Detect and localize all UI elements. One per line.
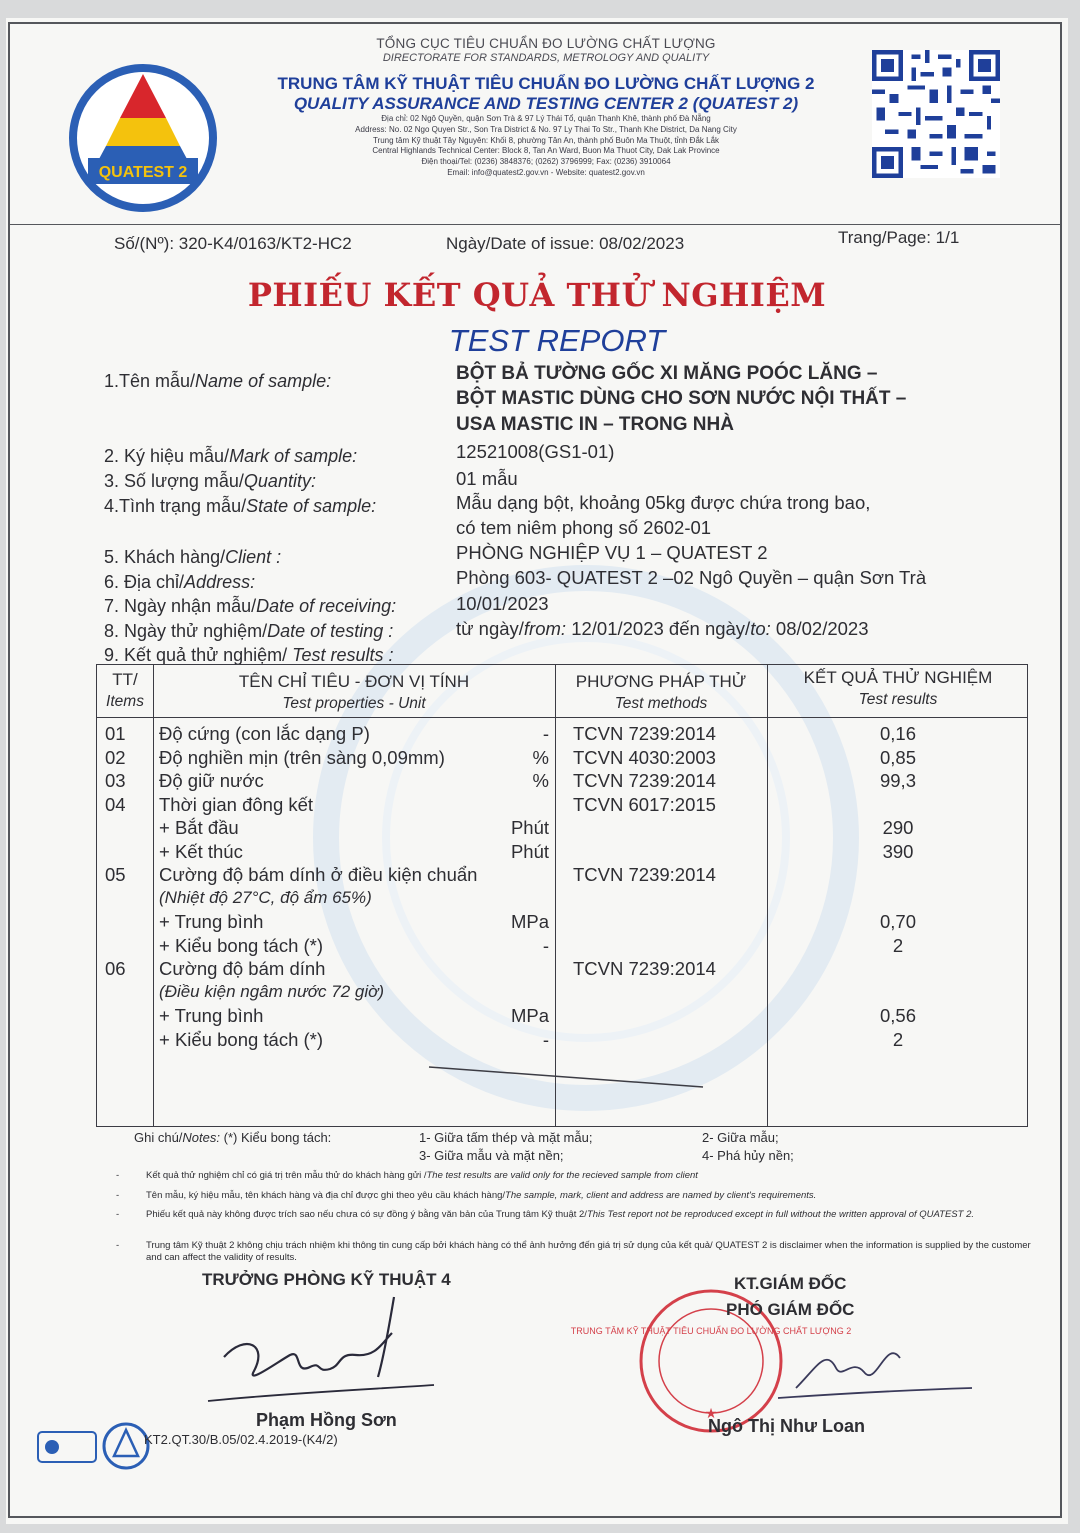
unit: - <box>542 723 549 744</box>
agency-en: DIRECTORATE FOR STANDARDS, METROLOGY AND QUALITY <box>382 52 710 64</box>
table-row <box>97 911 1027 935</box>
field-label-address: 6. Địa chỉ/Address: <box>104 572 256 592</box>
quantity-value: 01 mẫu <box>456 468 518 489</box>
test-property: + Trung bình <box>159 911 264 932</box>
field-label-sample-name: 1.Tên mẫu/Name of sample: <box>104 371 332 391</box>
sample-name-line-3: USA MASTIC IN – TRONG NHÀ <box>456 414 734 435</box>
document-number: Số/(Nº): 320-K4/0163/KT2-HC2 <box>114 234 352 253</box>
right-signatory-title-2: PHÓ GIÁM ĐỐC <box>726 1300 855 1319</box>
item-number: 01 <box>105 723 126 744</box>
notes-intro: Ghi chú/Notes: (*) Kiểu bong tách: <box>134 1130 332 1145</box>
item-number: 05 <box>105 864 126 885</box>
right-signatory-name: Ngô Thị Như Loan <box>708 1416 866 1436</box>
table-row <box>97 841 1027 865</box>
header-test-methods: PHƯƠNG PHÁP THỬ Test methods <box>575 672 747 712</box>
phone-fax: Điện thoại/Tel: (0236) 3848376; (0262) 3796999; Fax: (0236) 3910064 <box>421 157 671 167</box>
agency-vi: TỔNG CỤC TIÊU CHUẨN ĐO LƯỜNG CHẤT LƯỢNG <box>376 36 716 51</box>
note-3: 3- Giữa mẫu và mặt nền; <box>419 1148 564 1163</box>
field-label-date-receiving: 7. Ngày nhận mẫu/Date of receiving: <box>104 596 397 616</box>
test-property: Độ nghiền mịn (trên sàng 0,09mm) <box>159 746 445 768</box>
test-report-page: QUATEST 2 TỔNG CỤC TIÊU CHUẨN ĐO LƯỜNG CHẤT LƯỢNG DIRECTORATE FOR STANDARDS, METROLOGY AND QUALITY TRUNG TÂM KỸ THUẬT TIÊU CHUẨN ĐO LƯỜNG CHẤT LƯỢNG 2 QUALITY ASSURANCE AND TESTING CENTER 2 (QUATEST 2) Địa chỉ: 02 Ngô Quyền, quận Sơn Trà & 97 Lý Thái Tổ, quận Thanh Khê, thành phố Đà Nẵng Address: No. 02 Ngo Quyen Str., Son Tra District & No. 97 Ly Thai To Str., Thanh Khe District, Da Nang City Trung tâm Kỹ thuật Tây Nguyên: Khối 8, phường Tân An, thành phố Buôn Ma Thuột, tỉnh Đắk Lắk Central Highlands Technical Center: Block 8, Tan An Ward, Buon Ma Thuot City, Dak Lak Province Điện thoại/Tel: (0236) 3848376; (0262) 3796999; Fax: (0236) 3910064 Email: info@quatest2.gov.vn - Website: quatest2.gov.vn Số/(Nº): 320-K4/0163/KT2-HC2 Ngày/Date of issue: 08/02/2023 Trang/Page: 1/1 PHIẾU KẾT QUẢ THỬ NGHIỆM TEST REPORT 1.Tên mẫu/Name of sample: 2. Ký hiệu mẫu/Mark of sample: 3. Số lượng mẫu/Quantity: 4.Tình trạng mẫu/State of sample: 5. Khách hàng/Client : 6. Địa chỉ/Address: 7. Ngày nhận mẫu/Date of receiving: 8. Ngày thử nghiệm/Date of testing : 9. Kết quả thử nghiệm/ Test results : BỘT BẢ TƯỜNG GỐC XI MĂNG POÓC LĂNG – BỘT MASTIC DÙNG CHO SƠN NƯỚC NỘI THẤT – USA MASTIC IN – TRONG NHÀ 12521008(GS1-01) 01 mẫu Mẫu dạng bột, khoảng 05kg được chứa trong bao, có tem niêm phong số 2602-01 PHÒNG NGHIỆP VỤ 1 – QUATEST 2 Phòng 603- QUATEST 2 –02 Ngô Quyền – quận Sơn Trà 10/01/2023 từ ngày/from: 12/01/2023 đến ngày/to: 08/02/2023 TT/ Items TÊN CHỈ TIÊU - ĐƠN VỊ TÍNH Test properties - Unit PHƯƠNG PHÁP THỬ Test methods KẾT QUẢ THỬ NGHIỆM Test results 01 Độ cứng (con lắc dạng P) - TCVN 7239:2014 0,16 02 Độ nghiền mịn (trên sàng 0,09mm) % TCVN 4030:2003 0,85 03 Độ giữ nước % TCVN 7239:2014 99,3 04 Thời gian đông kết TCVN 6017:2015 + Bắt đầu Phút 290 + Kết thúc Phút 390 05 Cường độ bám dính ở điều kiện chuẩn TCVN 7239:2014 (Nhiệt độ 27°C, độ ẩm 65%) + Trung bình MPa 0,70 + Kiểu bong tách (*) - 2 06 Cường độ bám dính TCVN 7239:2014 (Điều kiện ngâm nước 72 giờ) + Trung bình MPa 0,56 + Kiểu bong tách (*) - 2 Ghi chú/Notes: (*) Kiểu bong tách: 1- Giữa tấm thép và mặt mẫu; 2- Giữa mẫu; 3- Giữa mẫu và mặt nền; 4- Phá hủy nền; - Kết quả thử nghiệm chỉ có giá trị trên mẫu thử do khách hàng gửi /The test results are valid only for the recieved sample from client - Tên mẫu, ký hiệu mẫu, tên khách hàng và địa chỉ được ghi theo yêu cầu khách hàng/The sample, mark, client and address are named by client's requirements. - Phiếu kết quả này không được trích sao nếu chưa có sự đồng ý bằng văn bản của Trung tâm Kỹ thuật 2/This Test report not be reproduced except in full without the written approval of QUATEST 2. - Trung tâm Kỹ thuật 2 không chịu trách nhiệm khi thông tin cung cấp bởi khách hàng có thể ảnh hưởng đến giá trị sử dụng của kết quả/ QUATEST 2 is disclaimer when the information is supplied by the customer and can affect the validity of results. TRƯỞNG PHÒNG KỸ THUẬT 4 Phạm Hồng Sơn TRUNG TÂM KỸ THUẬT TIÊU CHUẨN ĐO LƯỜNG CHẤT LƯỢNG 2 ★ KT.GIÁM ĐỐC PHÓ GIÁM ĐỐC Ngô Thị Như Loan KT2.QT.30/B.05/02.4.2019-(K4/2) <box>6 18 1068 1524</box>
form-code: KT2.QT.30/B.05/02.4.2019-(K4/2) <box>144 1432 338 1447</box>
sample-name-line-1: BỘT BẢ TƯỜNG GỐC XI MĂNG POÓC LĂNG – <box>456 363 878 384</box>
note-2: 2- Giữa mẫu; <box>702 1130 779 1145</box>
unit: MPa <box>510 1005 549 1026</box>
accreditation-logos <box>36 1418 156 1474</box>
right-signatory-title-1: KT.GIÁM ĐỐC <box>734 1274 847 1293</box>
center-vi: TRUNG TÂM KỸ THUẬT TIÊU CHUẨN ĐO LƯỜNG CHẤT LƯỢNG 2 <box>277 74 815 93</box>
test-method: TCVN 4030:2003 <box>573 746 716 768</box>
test-result: 0,85 <box>879 746 916 768</box>
date-receiving-value: 10/01/2023 <box>456 593 549 614</box>
state-value-line-1: Mẫu dạng bột, khoảng 05kg được chứa trong bao, <box>456 492 871 513</box>
test-property: Cường độ bám dính ở điều kiện chuẩn <box>159 864 478 885</box>
test-method: TCVN 7239:2014 <box>573 770 716 791</box>
test-method: TCVN 7239:2014 <box>573 864 716 885</box>
test-result: 0,70 <box>879 911 916 932</box>
table-row <box>97 817 1027 841</box>
address-value: Phòng 603- QUATEST 2 –02 Ngô Quyền – quận Sơn Trà <box>456 567 927 588</box>
field-label-client: 5. Khách hàng/Client : <box>104 547 282 567</box>
test-property: Thời gian đông kết <box>159 793 314 815</box>
quatest2-logo <box>68 60 218 210</box>
test-result: 290 <box>882 817 914 838</box>
address-vi: Địa chỉ: 02 Ngô Quyền, quận Sơn Trà & 97 Lý Thái Tổ, quận Thanh Khê, thành phố Đà Nẵng <box>381 114 711 123</box>
item-number: 03 <box>105 770 126 791</box>
branch-vi: Trung tâm Kỹ thuật Tây Nguyên: Khối 8, phường Tân An, thành phố Buôn Ma Thuột, tỉnh Đắk Lắk <box>372 135 720 145</box>
address-en: Address: No. 02 Ngo Quyen Str., Son Tra District & No. 97 Ly Thai To Str., Thanh Khe District, Da Nang City <box>355 124 737 134</box>
test-property: (Nhiệt độ 27°C, độ ẩm 65%) <box>159 887 372 907</box>
item-number: 04 <box>105 793 126 815</box>
field-label-state: 4.Tình trạng mẫu/State of sample: <box>104 496 377 516</box>
unit: % <box>532 770 549 791</box>
test-property: + Kết thúc <box>159 840 243 862</box>
test-property: + Bắt đầu <box>159 817 239 838</box>
table-row <box>97 723 1027 747</box>
report-title-vi: PHIẾU KẾT QUẢ THỬ NGHIỆM <box>247 276 827 314</box>
field-label-results: 9. Kết quả thử nghiệm/ Test results : <box>104 645 394 665</box>
table-row <box>97 935 1027 959</box>
field-label-date-testing: 8. Ngày thử nghiệm/Date of testing : <box>104 621 394 641</box>
field-label-quantity: 3. Số lượng mẫu/Quantity: <box>104 471 316 491</box>
test-property: Độ giữ nước <box>159 770 264 791</box>
item-number: 06 <box>105 958 126 979</box>
test-method: TCVN 7239:2014 <box>573 958 716 979</box>
test-property: + Kiểu bong tách (*) <box>159 934 324 956</box>
field-label-mark: 2. Ký hiệu mẫu/Mark of sample: <box>104 446 358 466</box>
report-title-en: TEST REPORT <box>448 323 666 358</box>
table-row <box>97 770 1027 794</box>
handwritten-signature-right <box>776 1328 976 1408</box>
test-result: 390 <box>882 840 914 862</box>
table-row <box>97 747 1027 771</box>
stamp-star-icon: ★ <box>704 1405 718 1421</box>
issue-date: Ngày/Date of issue: 08/02/2023 <box>446 234 685 253</box>
test-property: (Điều kiện ngâm nước 72 giờ) <box>159 981 385 1001</box>
unit: Phút <box>510 817 549 838</box>
results-table <box>96 664 1028 1127</box>
date-testing-value: từ ngày/from: 12/01/2023 đến ngày/to: 08/02/2023 <box>456 618 869 639</box>
note-1: 1- Giữa tấm thép và mặt mẫu; <box>419 1130 593 1145</box>
sample-mark-value: 12521008(GS1-01) <box>456 441 615 462</box>
test-result: 99,3 <box>879 770 916 791</box>
header-items: TT/ Items <box>106 670 144 710</box>
table-row <box>97 982 1027 1006</box>
test-result: 0,56 <box>879 1005 916 1026</box>
center-en: QUALITY ASSURANCE AND TESTING CENTER 2 (QUATEST 2) <box>293 94 799 113</box>
header-row-divider <box>97 717 1027 718</box>
table-row <box>97 958 1027 982</box>
unit: Phút <box>510 840 549 862</box>
test-method: TCVN 7239:2014 <box>573 723 716 744</box>
test-property: Cường độ bám dính <box>159 958 326 979</box>
table-row <box>97 794 1027 818</box>
qr-code-icon <box>872 50 1000 178</box>
unit: - <box>542 1028 549 1050</box>
header-test-results: KẾT QUẢ THỬ NGHIỆM Test results <box>803 668 993 708</box>
test-result: 2 <box>892 1028 904 1050</box>
table-row <box>97 888 1027 912</box>
header-divider <box>8 224 1062 225</box>
handwritten-signature-left <box>206 1293 436 1403</box>
unit: MPa <box>510 911 549 932</box>
state-value-line-2: có tem niêm phong số 2602-01 <box>456 517 712 538</box>
email-website: Email: info@quatest2.gov.vn - Website: quatest2.gov.vn <box>447 167 645 177</box>
table-row <box>97 864 1027 888</box>
organization-header <box>226 36 866 179</box>
note-4: 4- Phá hủy nền; <box>702 1148 794 1163</box>
left-signatory-title: TRƯỞNG PHÒNG KỸ THUẬT 4 <box>202 1270 451 1289</box>
test-result: 0,16 <box>879 723 916 744</box>
sample-name-line-2: BỘT MASTIC DÙNG CHO SƠN NƯỚC NỘI THẤT – <box>456 388 907 409</box>
unit: - <box>542 934 549 956</box>
branch-en: Central Highlands Technical Center: Block 8, Tan An Ward, Buon Ma Thuot City, Dak Lak Province <box>372 146 720 156</box>
test-property: + Trung bình <box>159 1005 264 1026</box>
logo-text: QUATEST 2 <box>98 164 188 181</box>
header-test-properties: TÊN CHỈ TIÊU - ĐƠN VỊ TÍNH Test properties - Unit <box>238 672 470 712</box>
item-number: 02 <box>105 746 126 768</box>
table-row <box>97 1029 1027 1053</box>
unit: % <box>532 746 549 768</box>
client-value: PHÒNG NGHIỆP VỤ 1 – QUATEST 2 <box>456 542 768 563</box>
table-row <box>97 1005 1027 1029</box>
page-number: Trang/Page: 1/1 <box>838 228 960 247</box>
stamp-text: TRUNG TÂM KỸ THUẬT TIÊU CHUẨN ĐO LƯỜNG CHẤT LƯỢNG 2 <box>570 1326 852 1336</box>
left-signatory-name: Phạm Hồng Sơn <box>256 1410 397 1430</box>
test-property: Độ cứng (con lắc dạng P) <box>159 723 370 744</box>
test-method: TCVN 6017:2015 <box>573 793 716 815</box>
test-result: 2 <box>892 934 904 956</box>
strike-line <box>427 1065 707 1105</box>
test-property: + Kiểu bong tách (*) <box>159 1028 324 1050</box>
